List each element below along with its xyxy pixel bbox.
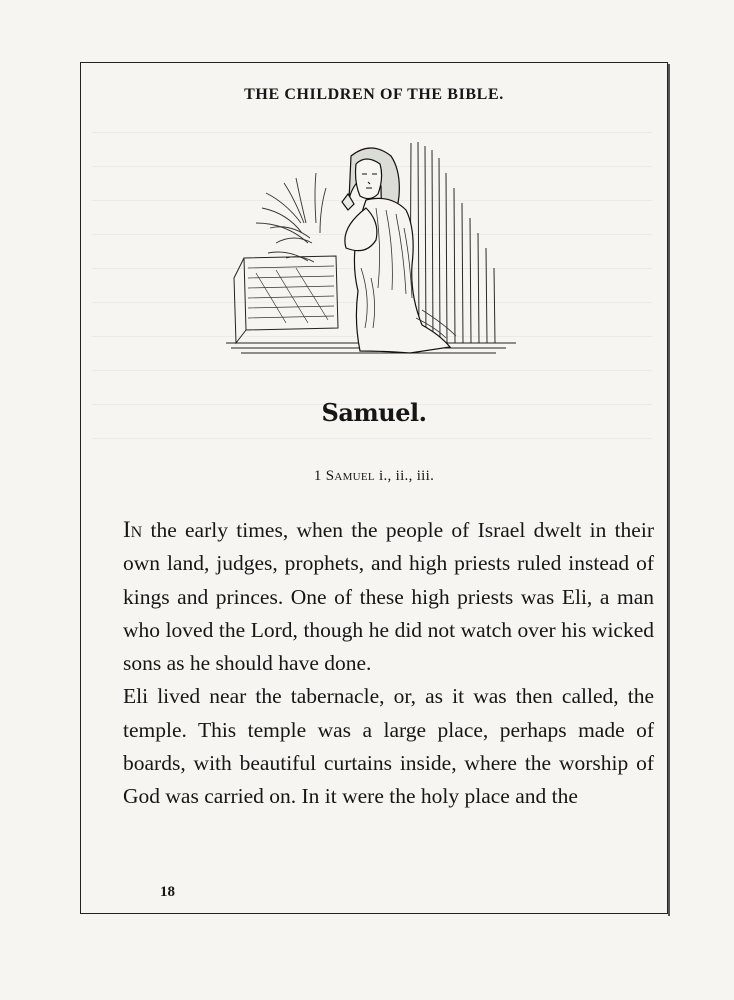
body-text — [123, 513, 654, 814]
reference-prefix: 1 — [313, 468, 326, 484]
running-head: THE CHILDREN OF THE BIBLE. — [244, 86, 504, 103]
section-title: Samuel. — [321, 398, 427, 427]
reference-chapters: i., ii., iii. — [374, 468, 435, 484]
paragraph-text: Eli lived near the tabernacle, or, as it was then called, the temple. This temple was a large place, perhaps made of boards, with beautiful curtains inside, where the worship of God was carried on. In it were the holy place and the — [123, 684, 654, 809]
page-border-shadow — [668, 64, 670, 916]
page-number: 18 — [160, 884, 175, 900]
paragraph-lead-word: In — [123, 517, 143, 542]
paragraph-text: the early times, when the people of Israel dwelt in their own land, judges, prophets, and high priests ruled instead of kings and princes. One of these high priests was Eli, a man who loved the Lord, though he did not watch over his wicked sons as he should have done. — [123, 518, 654, 676]
scripture-reference — [80, 468, 668, 485]
paragraph — [123, 513, 654, 680]
paragraph — [123, 680, 654, 813]
reference-book: Samuel — [325, 468, 375, 484]
samuel-praying-illustration — [226, 138, 518, 378]
